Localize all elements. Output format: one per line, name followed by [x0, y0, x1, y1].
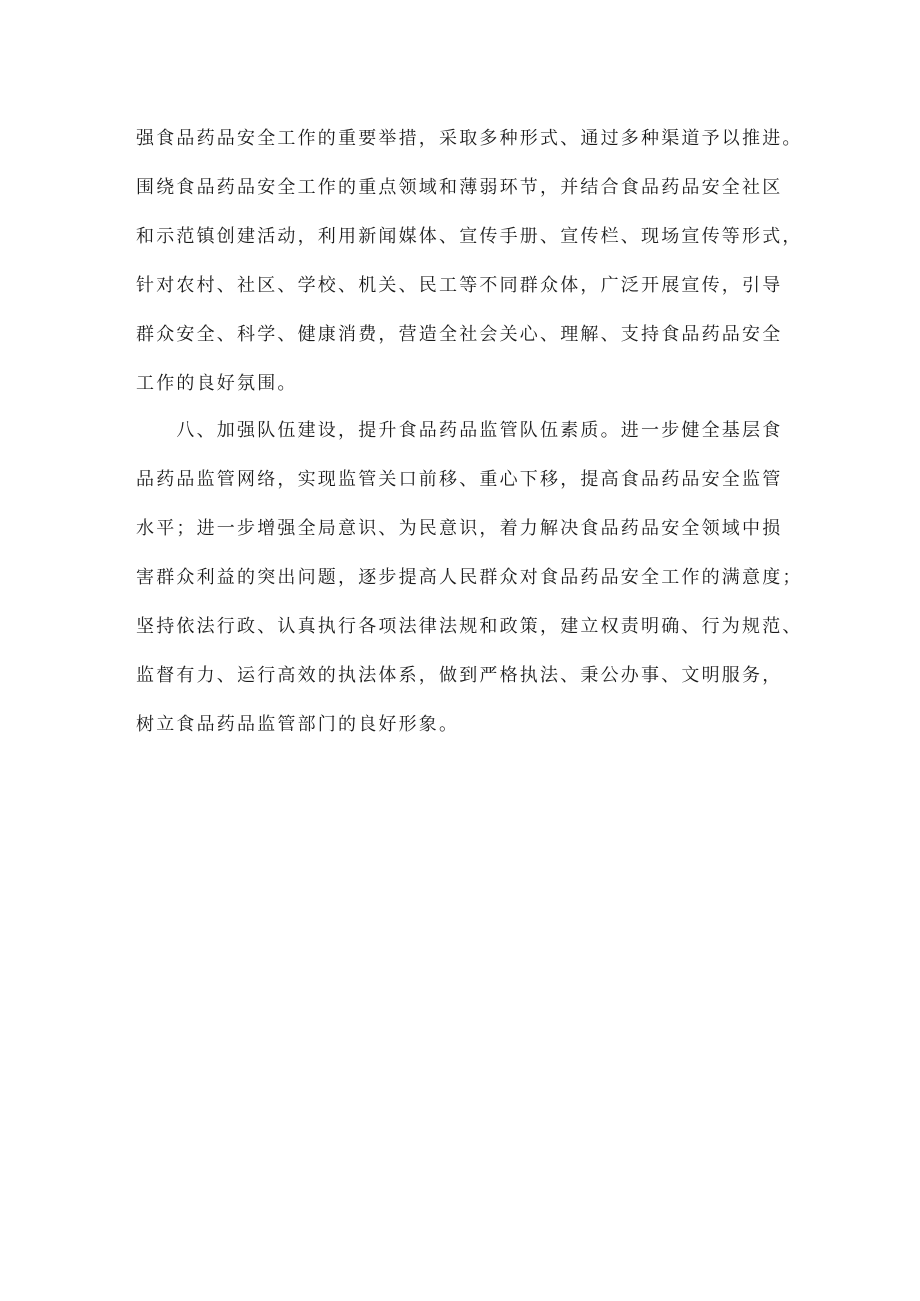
text-line: 围绕食品药品安全工作的重点领域和薄弱环节，并结合食品药品安全社区: [136, 177, 783, 198]
text-line: 害群众利益的突出问题，逐步提高人民群众对食品药品安全工作的满意度；: [136, 567, 803, 588]
paragraph-team-building: [136, 406, 803, 749]
paragraph-publicity: [136, 114, 803, 408]
text-line: 品药品监管网络，实现监管关口前移、重心下移，提高食品药品安全监管: [136, 469, 783, 490]
text-line: 树立食品药品监管部门的良好形象。: [136, 714, 460, 735]
text-line: 针对农村、社区、学校、机关、民工等不同群众体，广泛开展宣传，引导: [136, 275, 783, 296]
text-line: 水平；进一步增强全局意识、为民意识，着力解决食品药品安全领域中损: [136, 518, 783, 539]
text-line: 群众安全、科学、健康消费，营造全社会关心、理解、支持食品药品安全: [136, 324, 783, 345]
text-line: 八、加强队伍建设，提升食品药品监管队伍素质。进一步健全基层食: [136, 420, 783, 441]
text-line: 坚持依法行政、认真执行各项法律法规和政策，建立权责明确、行为规范、: [136, 616, 803, 637]
text-line: 监督有力、运行高效的执法体系，做到严格执法、秉公办事、文明服务，: [136, 665, 783, 686]
text-line: 工作的良好氛围。: [136, 373, 298, 394]
text-line: 强食品药品安全工作的重要举措，采取多种形式、通过多种渠道予以推进。: [136, 128, 803, 149]
text-line: 和示范镇创建活动，利用新闻媒体、宣传手册、宣传栏、现场宣传等形式，: [136, 226, 803, 247]
